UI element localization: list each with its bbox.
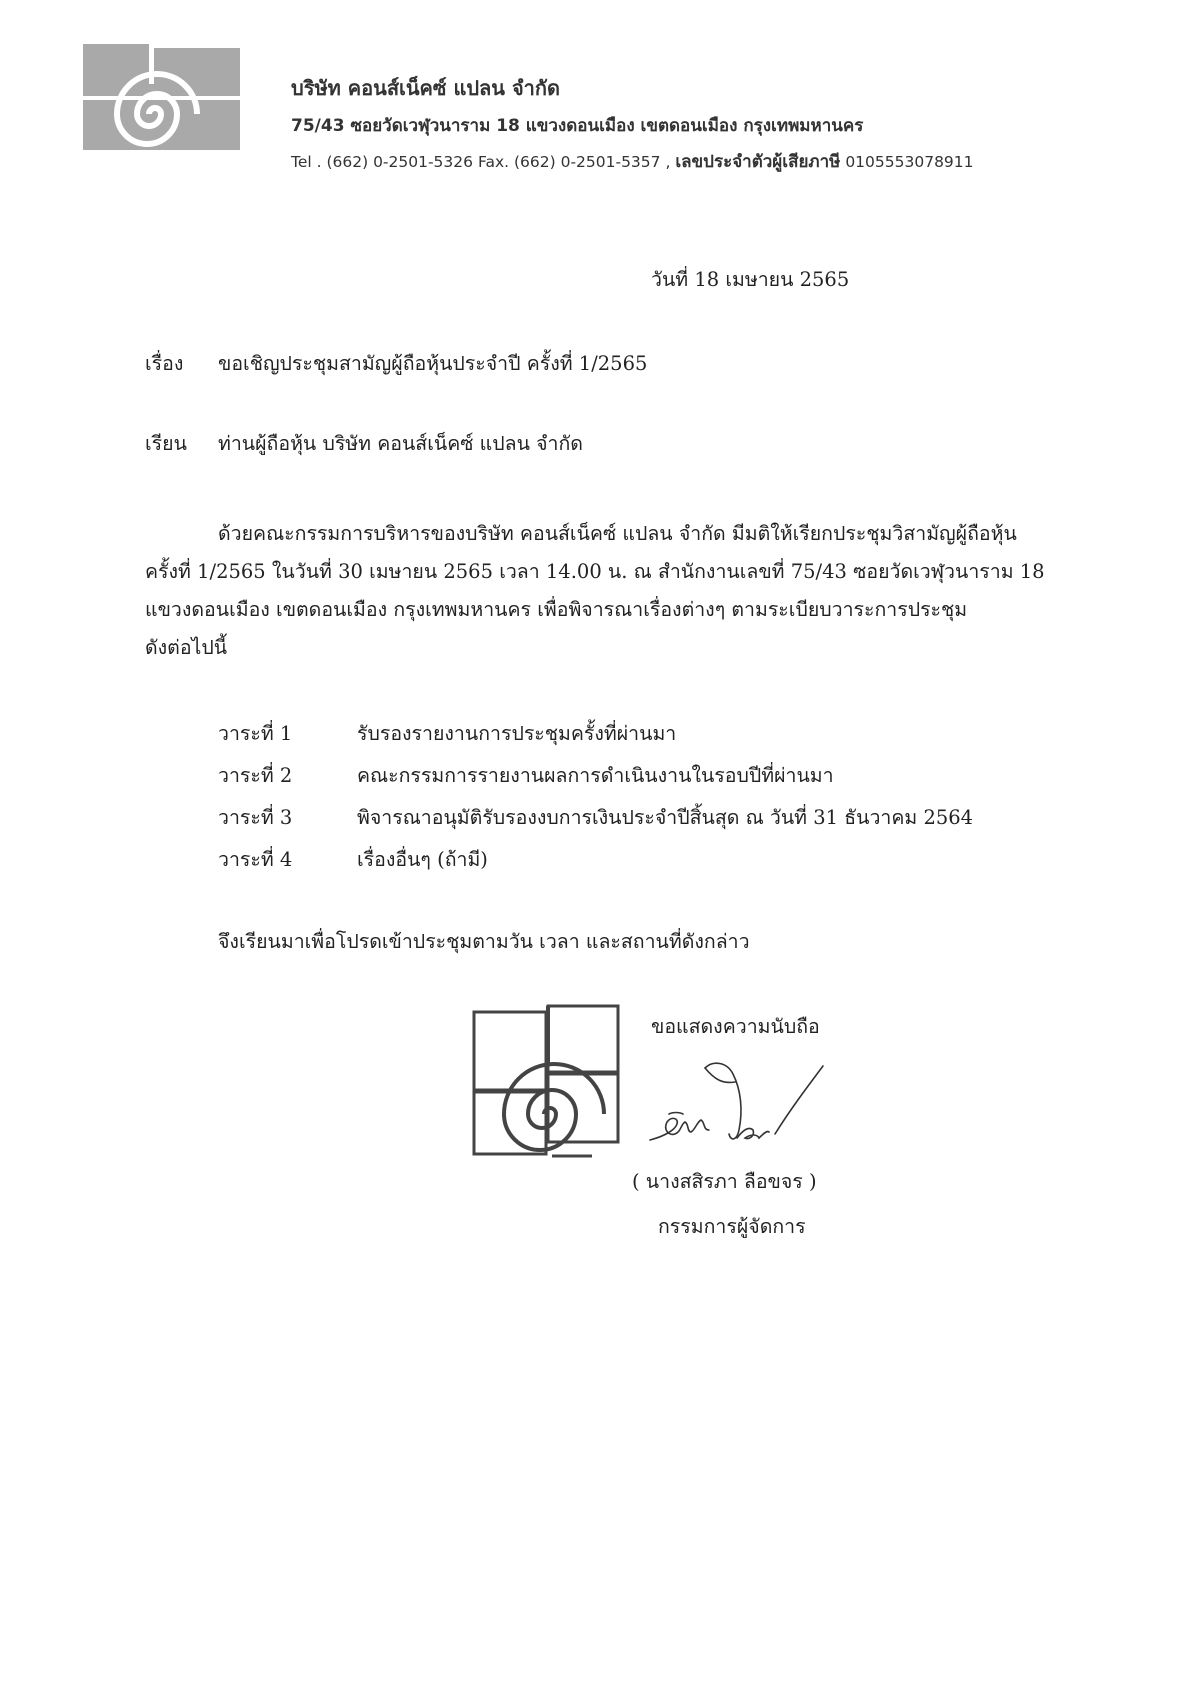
company-contact [291,148,974,175]
recipient-text: ท่านผู้ถือหุ้น บริษัท คอนส์เน็คซ์ แปลน จำกัด [218,432,583,455]
agenda-label: วาระที่ 1 [218,722,293,745]
paragraph-line: ด้วยคณะกรรมการบริหารของบริษัท คอนส์เน็คซ์ แปลน จำกัด มีมติให้เรียกประชุมวิสามัญผู้ถือหุ้น [218,522,1017,545]
company-name: บริษัท คอนส์เน็คซ์ แปลน จำกัด [291,76,560,100]
agenda-text: เรื่องอื่นๆ (ถ้ามี) [357,848,488,871]
paragraph-line: ดังต่อไปนี้ [145,636,228,659]
closing-text: จึงเรียนมาเพื่อโปรดเข้าประชุมตามวัน เวลา และสถานที่ดังกล่าว [218,930,750,953]
regards-text: ขอแสดงความนับถือ [651,1015,820,1038]
subject-label: เรื่อง [145,352,184,375]
spiral-logo-icon [83,44,240,150]
agenda-label: วาระที่ 3 [218,806,293,829]
body-paragraph [145,515,1045,667]
company-address: 75/43 ซอยวัดเวฬุวนาราม 18 แขวงดอนเมือง เขตดอนเมือง กรุงเทพมหานคร [291,116,864,136]
company-tel: Tel . (662) 0-2501-5326 [291,153,474,171]
company-stamp-icon [472,1004,622,1160]
paragraph-line: ครั้งที่ 1/2565 ในวันที่ 30 เมษายน 2565 เวลา 14.00 น. ณ สำนักงานเลขที่ 75/43 ซอยวัดเวฬุวนาราม 18 [145,560,1045,583]
agenda-label: วาระที่ 4 [218,848,293,871]
signature-icon [645,1050,835,1160]
paragraph-line: แขวงดอนเมือง เขตดอนเมือง กรุงเทพมหานคร เพื่อพิจารณาเรื่องต่างๆ ตามระเบียบวาระการประชุม [145,598,968,621]
agenda-text: คณะกรรมการรายงานผลการดำเนินงานในรอบปีที่ผ่านมา [357,764,834,787]
tax-id-label: เลขประจำตัวผู้เสียภาษี [675,152,841,172]
agenda-text: รับรองรายงานการประชุมครั้งที่ผ่านมา [357,722,677,745]
signer-name: ( นางสสิรภา ลือขจร ) [632,1170,817,1193]
letter-date: วันที่ 18 เมษายน 2565 [651,268,850,291]
company-fax: Fax. (662) 0-2501-5357 , [477,153,671,171]
agenda-text: พิจารณาอนุมัติรับรองงบการเงินประจำปีสิ้นสุด ณ วันที่ 31 ธันวาคม 2564 [357,806,974,829]
tax-id: 0105553078911 [845,153,974,171]
signer-title: กรรมการผู้จัดการ [658,1215,806,1238]
agenda-label: วาระที่ 2 [218,764,293,787]
recipient-label: เรียน [145,432,187,455]
subject-text: ขอเชิญประชุมสามัญผู้ถือหุ้นประจำปี ครั้งที่ 1/2565 [218,352,648,375]
